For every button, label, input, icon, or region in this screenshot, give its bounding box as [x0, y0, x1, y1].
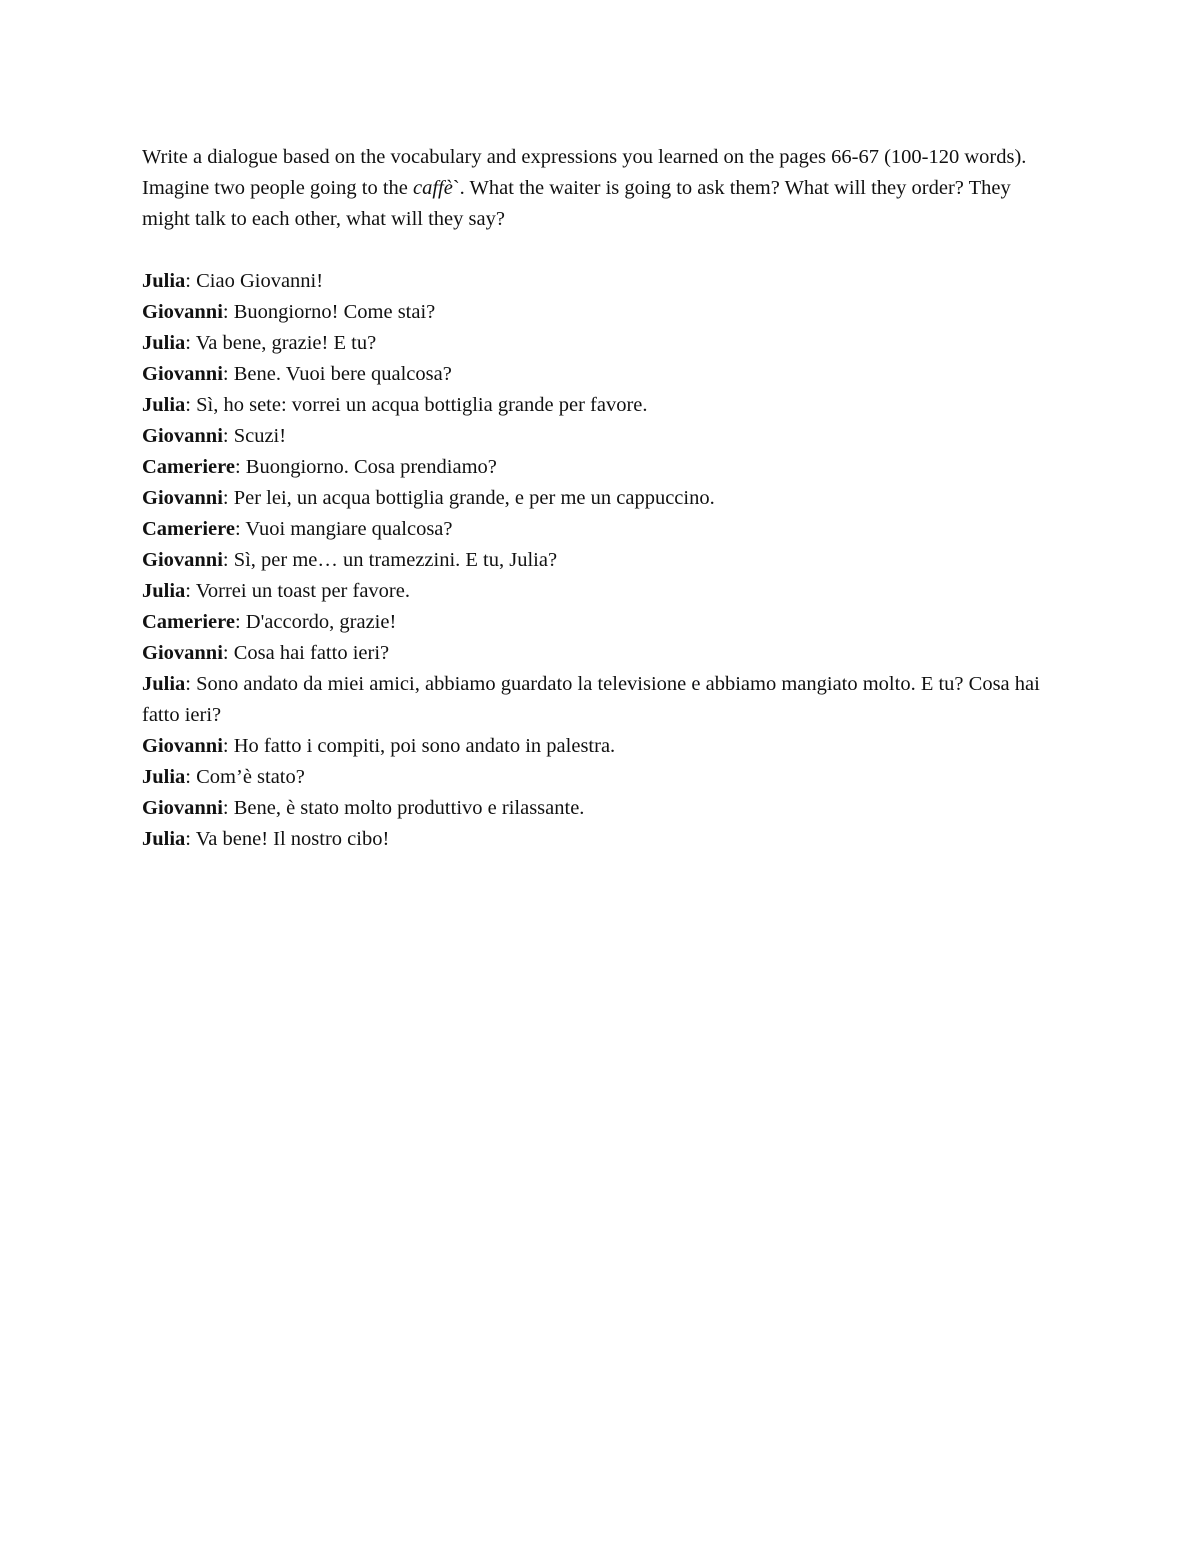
dialogue-text: : Scuzi!: [222, 425, 287, 447]
dialogue-line: [142, 607, 1052, 638]
speaker-name: Julia: [142, 580, 186, 602]
dialogue-line: [142, 297, 1052, 328]
speaker-name: Giovanni: [142, 425, 223, 447]
dialogue-line: [142, 731, 1052, 762]
dialogue-text: : Vuoi mangiare qualcosa?: [234, 518, 453, 540]
dialogue-line: [142, 514, 1052, 545]
speaker-name: Julia: [142, 332, 186, 354]
dialogue-line: [142, 638, 1052, 669]
dialogue-text: : D'accordo, grazie!: [234, 611, 397, 633]
dialogue-text: : Buongiorno! Come stai?: [222, 301, 436, 323]
dialogue-text: : Buongiorno. Cosa prendiamo?: [234, 456, 497, 478]
dialogue-line: [142, 421, 1052, 452]
dialogue-text: : Va bene! Il nostro cibo!: [185, 828, 390, 850]
dialogue-text: : Sì, per me… un tramezzini. E tu, Julia?: [222, 549, 558, 571]
dialogue-text: : Bene, è stato molto produttivo e rilassante.: [222, 797, 585, 819]
speaker-name: Julia: [142, 673, 186, 695]
dialogue-line: [142, 359, 1052, 390]
dialogue-text: : Ho fatto i compiti, poi sono andato in palestra.: [222, 735, 616, 757]
speaker-name: Giovanni: [142, 301, 223, 323]
prompt-italic-word: caffè: [413, 177, 453, 199]
dialogue-line: [142, 452, 1052, 483]
speaker-name: Julia: [142, 828, 186, 850]
speaker-name: Giovanni: [142, 487, 223, 509]
speaker-name: Giovanni: [142, 797, 223, 819]
dialogue-line: [142, 328, 1052, 359]
dialogue-line: [142, 266, 1052, 297]
dialogue-text: : Cosa hai fatto ieri?: [222, 642, 390, 664]
dialogue-line: [142, 762, 1052, 793]
speaker-name: Giovanni: [142, 549, 223, 571]
prompt-text-end: `. What the waiter is going to ask them? What will they order? They might talk to each other, what will they say?: [142, 177, 1011, 230]
prompt-text-start: Write a dialogue based on the vocabulary and expressions you learned on the pages 66-67 (100-120 words). Imagine two people going to the: [142, 146, 1027, 199]
dialogue-text: : Com’è stato?: [185, 766, 305, 788]
assignment-prompt: [142, 142, 1052, 235]
dialogue-line: [142, 390, 1052, 421]
dialogue-line: [142, 669, 1052, 731]
dialogue-text: : Bene. Vuoi bere qualcosa?: [222, 363, 452, 385]
speaker-name: Giovanni: [142, 642, 223, 664]
speaker-name: Giovanni: [142, 363, 223, 385]
dialogue-line: [142, 793, 1052, 824]
dialogue-text: : Ciao Giovanni!: [185, 270, 324, 292]
dialogue-line: [142, 576, 1052, 607]
document-body: [142, 142, 1062, 855]
speaker-name: Julia: [142, 766, 186, 788]
dialogue-line: [142, 545, 1052, 576]
dialogue-text: : Va bene, grazie! E tu?: [185, 332, 377, 354]
dialogue-line: [142, 824, 1052, 855]
dialogue-text: : Vorrei un toast per favore.: [185, 580, 410, 602]
speaker-name: Cameriere: [142, 611, 235, 633]
dialogue: [142, 266, 1062, 855]
dialogue-text: : Per lei, un acqua bottiglia grande, e per me un cappuccino.: [222, 487, 715, 509]
speaker-name: Julia: [142, 270, 186, 292]
dialogue-text: : Sì, ho sete: vorrei un acqua bottiglia grande per favore.: [185, 394, 648, 416]
speaker-name: Cameriere: [142, 518, 235, 540]
speaker-name: Giovanni: [142, 735, 223, 757]
speaker-name: Julia: [142, 394, 186, 416]
dialogue-text: : Sono andato da miei amici, abbiamo guardato la televisione e abbiamo mangiato molto. E tu? Cosa hai fatto ieri?: [142, 673, 1040, 726]
dialogue-line: [142, 483, 1052, 514]
speaker-name: Cameriere: [142, 456, 235, 478]
